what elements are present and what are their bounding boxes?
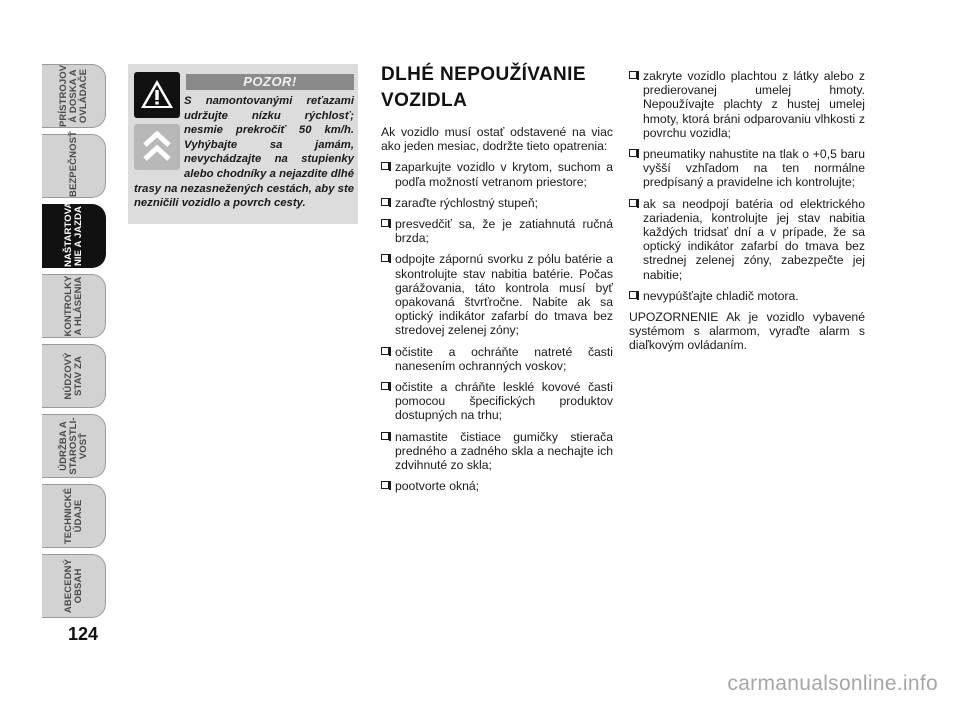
tab-udrzba[interactable] — [42, 414, 106, 478]
warning-text — [134, 94, 354, 211]
section-heading: DLHÉ NEPOUŽÍVANIE VOZIDLA — [381, 64, 586, 111]
tab-label: ÚDRŽBA A STAROSTLI- VOSŤ — [57, 417, 89, 475]
tab-label: PRÍSTROJOV Á DOSKA A OVLÁDAČE — [57, 64, 89, 127]
tab-label: NÚDZOVÝ STAV ZA — [62, 352, 84, 400]
checkbox-bullet-icon — [381, 198, 389, 206]
tab-nudzovy-stav[interactable] — [42, 344, 106, 408]
warning-title: POZOR! — [186, 74, 354, 90]
checkbox-bullet-icon — [381, 382, 389, 390]
checkbox-bullet-icon — [629, 199, 637, 207]
checkbox-bullet-icon — [381, 219, 389, 227]
list-item-text: nevypúšťajte chladič motora. — [643, 288, 799, 303]
note-paragraph: UPOZORNENIE Ak je vozidlo vybavené systémom s alarmom, vyraďte alarm s diaľkovým ovládaním. — [629, 310, 865, 353]
list-item — [381, 160, 613, 188]
tab-pristrojova-doska[interactable] — [42, 64, 106, 128]
list-item — [381, 252, 613, 337]
warning-box — [128, 64, 358, 224]
list-item — [629, 289, 865, 303]
checkbox-bullet-icon — [381, 432, 389, 440]
tab-kontrolky-a-hlasenia[interactable] — [42, 274, 106, 338]
tab-label: NAŠTARTOVA- NIE A JAZDA — [62, 198, 84, 267]
checkbox-bullet-icon — [629, 291, 637, 299]
list-item-text: ak sa neodpojí batéria od elektrického zariadenia, kontrolujte jej stav nabitia každých tridsať dní a v prípade, že sa optický indikátor zafarbí do tmava bez strednej zelenej zóny, zabezpečte jej nabitie; — [643, 196, 865, 282]
checkbox-bullet-icon — [381, 254, 389, 262]
list-item-text: zakryte vozidlo plachtou z látky alebo z predierovanej umelej hmoty. Nepoužívajte plachty z hustej umelej hmoty, ktorá bráni odparovaniu vlhkosti z povrchu vozidla; — [643, 69, 865, 140]
list-item-text: pootvorte okná; — [395, 479, 480, 494]
list-item-text: očistite a chráňte lesklé kovové časti pomocou špecifických produktov dostupných na trhu; — [395, 380, 613, 423]
checkbox-bullet-icon — [381, 481, 389, 489]
tab-technicke-udaje[interactable] — [42, 484, 106, 548]
list-item — [381, 196, 613, 210]
list-item-text: zaparkujte vozidlo v krytom, suchom a podľa možností vetranom priestore; — [395, 160, 613, 189]
list-item-text: namastite čistiace gumičky stierača predného a zadného skla a nechajte ich zdvihnuté zo skla; — [395, 429, 613, 473]
tab-label: KONTROLKY A HLÁSENIA — [62, 275, 84, 337]
tab-bezpecnost[interactable] — [42, 131, 106, 198]
checkbox-bullet-icon — [629, 71, 637, 79]
list-item-text: presvedčiť sa, že je zatiahnutá ručná brzda; — [395, 217, 613, 246]
tab-label: BEZPEČNOSŤ — [67, 131, 79, 197]
column-right — [629, 69, 865, 360]
tab-abecedny-obsah[interactable] — [42, 554, 106, 618]
watermark-text: carmanualsonline.info — [727, 672, 938, 695]
list-item — [629, 69, 865, 140]
checkbox-bullet-icon — [629, 149, 637, 157]
warning-text-content: S namontovanými reťazami udržujte nízku rýchlosť; nesmie prekročiť 50 km/h. Vyhýbajte sa jamám, nevychádzajte na stupienky alebo chodníky a nejazdite dlhé trasy na nezasnežených cestách, aby ste nezničili vozidlo a povrch cesty. — [134, 95, 354, 210]
checkbox-bullet-icon — [381, 347, 389, 355]
intro-paragraph: Ak vozidlo musí ostať odstavené na viac ako jeden mesiac, dodržte tieto opatrenia: — [381, 125, 613, 154]
list-item — [381, 217, 613, 245]
list-item-text: očistite a ochráňte natreté časti nanesením ochranných voskov; — [395, 344, 613, 373]
tab-nastartovanie-a-jazda[interactable] — [42, 198, 106, 268]
list-item — [629, 147, 865, 190]
tab-label: ABECEDNÝ OBSAH — [62, 558, 84, 614]
list-item — [381, 345, 613, 373]
column-middle — [381, 125, 613, 500]
list-item — [381, 479, 613, 493]
list-item-text: odpojte zápornú svorku z pólu batérie a skontrolujte stav nabitia batérie. Počas garážovania, táto kontrola musí byť opakovaná štvrťročne. Nabite ak sa optický indikátor zafarbí do tmava bez stredovej zelenej zóny; — [395, 252, 613, 338]
list-item — [629, 197, 865, 282]
list-item-text: zaraďte rýchlostný stupeň; — [395, 195, 538, 210]
list-item-text: pneumatiky nahustite na tlak o +0,5 baru vyšší vzhľadom na ten normálne predpísaný a pravidelne ich kontrolujte; — [643, 147, 865, 190]
page-number: 124 — [68, 624, 99, 644]
list-item — [381, 380, 613, 423]
tab-label: TECHNICKÉ ÚDAJE — [62, 487, 84, 545]
checkbox-bullet-icon — [381, 162, 389, 170]
list-item — [381, 430, 613, 473]
